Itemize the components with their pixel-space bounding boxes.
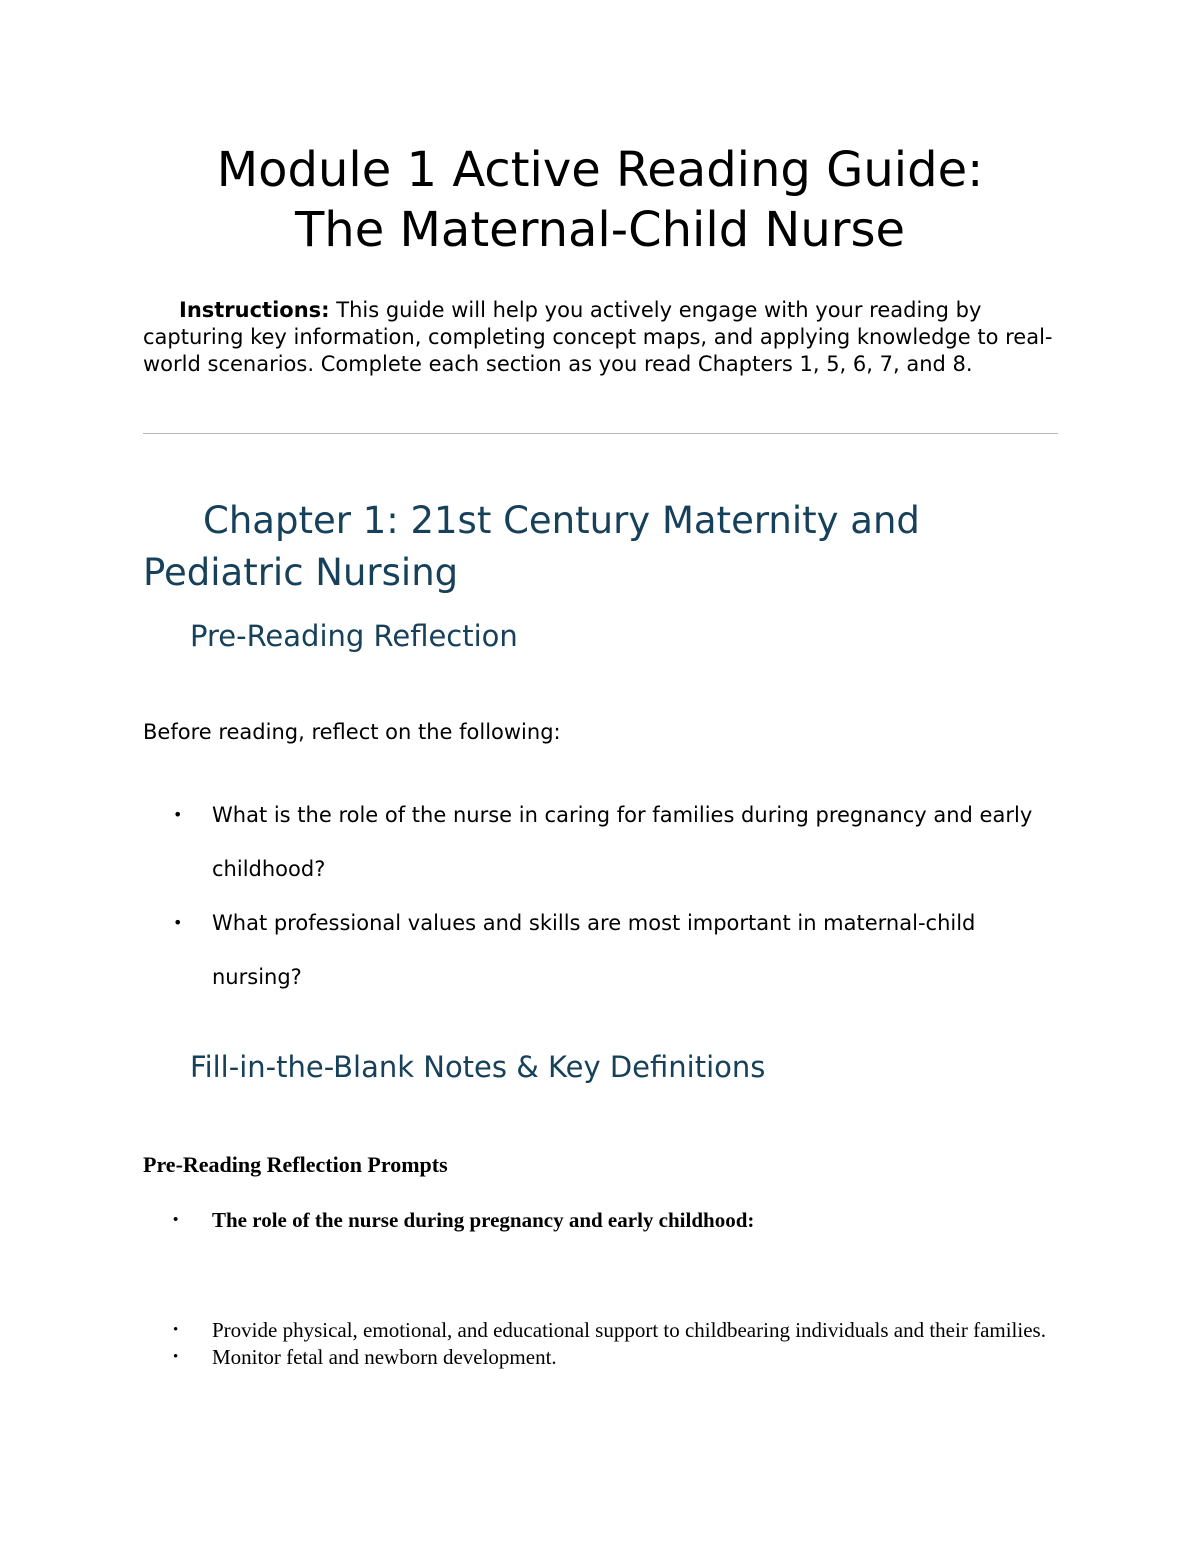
chapter-heading-text: Chapter 1: 21st Century Maternity and Pediatric Nursing xyxy=(143,499,920,594)
list-item xyxy=(143,1344,1068,1371)
instructions-label: Instructions: xyxy=(179,298,330,322)
bullet-icon: • xyxy=(173,1212,179,1228)
reflection-question-list xyxy=(143,788,1043,1004)
bullet-icon: • xyxy=(173,1322,179,1338)
chapter-heading xyxy=(143,495,1023,599)
answer-list xyxy=(143,1317,1068,1371)
horizontal-divider xyxy=(143,433,1058,434)
list-item xyxy=(143,788,1043,896)
prompt-list xyxy=(143,1207,1068,1234)
prompts-heading: Pre-Reading Reflection Prompts xyxy=(143,1152,448,1177)
instructions-paragraph xyxy=(143,297,1058,378)
title-line-1: Module 1 Active Reading Guide: xyxy=(216,142,984,198)
list-item xyxy=(143,1207,1068,1234)
list-item xyxy=(143,896,1043,1004)
reflection-question: What is the role of the nurse in caring for families during pregnancy and early childhood? xyxy=(212,803,1033,881)
before-reading-text: Before reading, reflect on the following: xyxy=(143,720,561,744)
answer-text: Monitor fetal and newborn development. xyxy=(212,1345,557,1369)
reflection-question: What professional values and skills are most important in maternal-child nursing? xyxy=(212,911,976,989)
instructions-text: This guide will help you actively engage with your reading by capturing key information, completing concept maps, and applying knowledge to real-world scenarios. Complete each section as you read Chapters 1, 5, 6, 7, and 8. xyxy=(143,298,1053,376)
document-title xyxy=(0,140,1200,260)
bullet-icon: • xyxy=(173,805,183,824)
answer-text: Provide physical, emotional, and educational support to childbearing individuals and their families. xyxy=(212,1318,1046,1342)
bullet-icon: • xyxy=(173,913,183,932)
bullet-icon: • xyxy=(173,1349,179,1365)
prompt-text: The role of the nurse during pregnancy and early childhood: xyxy=(212,1208,755,1232)
list-item xyxy=(143,1317,1068,1344)
pre-reading-heading: Pre-Reading Reflection xyxy=(190,619,518,653)
title-line-2: The Maternal-Child Nurse xyxy=(294,202,906,258)
fill-in-heading: Fill-in-the-Blank Notes & Key Definitions xyxy=(190,1050,766,1084)
